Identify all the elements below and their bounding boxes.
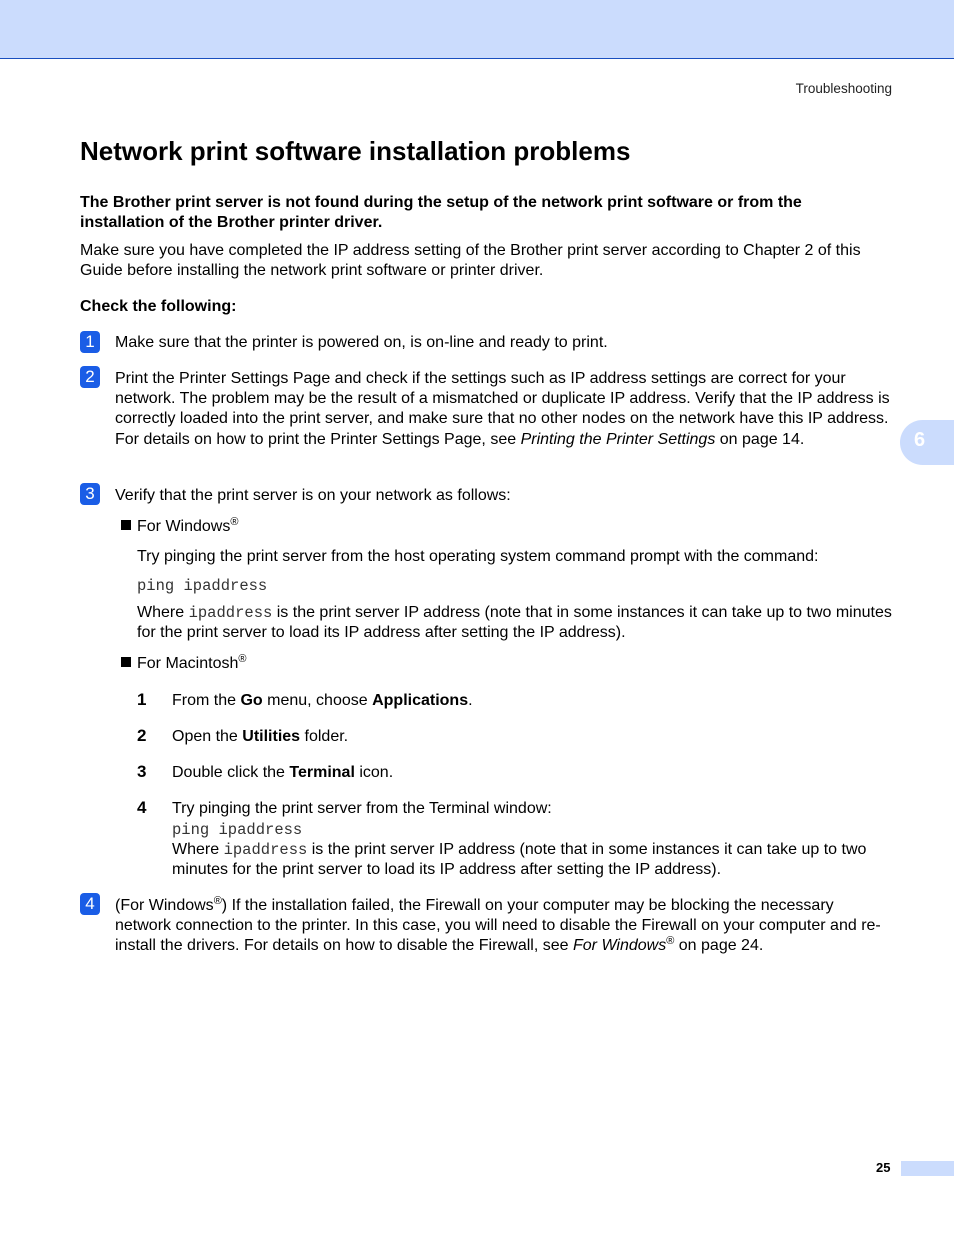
intro-paragraph: Make sure you have completed the IP address setting of the Brother print server according to Chapter 2 of this Guide before installing the network print software or printer driver. [80,242,861,280]
go-menu-name: Go [240,692,263,709]
text: (For Windows [115,897,214,914]
where-label: Where [137,604,189,621]
mac-label: For Macintosh [137,655,239,672]
text: From the [172,692,241,709]
where-tail: is the print server IP address (note that in some instances it can take up to two minutes for the print server to load its IP address after setting the IP address). [137,604,892,642]
mac-where [172,840,892,880]
text: Double click the [172,764,290,781]
registered-mark: ® [238,653,247,665]
where-label: Where [172,841,224,858]
page-title: Network print software installation problems [80,136,631,166]
where-tail: is the print server IP address (note that in some instances it can take up to two minutes for the print server to load its IP address after setting the IP address). [172,841,867,879]
page-number-bar [901,1161,954,1176]
terminal-name: Terminal [289,764,355,781]
printer-settings-link[interactable]: Printing the Printer Settings [520,430,716,448]
mac-step-2-number: 2 [137,726,147,745]
step-2-body: Print the Printer Settings Page and check if the settings such as IP address settings are correct for your network. The problem may be the result of a mismatched or duplicate IP address. Verify that the IP address is correctly loaded into the print server, and make sure that no other nodes on the network have this IP address. For details on how to print the Printer Settings Page, see [115,370,890,448]
text: Open the [172,728,243,745]
mac-step-4-number: 4 [137,798,147,817]
page-number: 25 [876,1160,891,1175]
step-2-text [115,369,892,450]
step-2-marker-icon: 2 [80,366,100,388]
square-bullet-icon [121,657,131,667]
step-2-tail: on page 14. [715,430,805,448]
text: . [468,692,473,709]
utilities-name: Utilities [242,728,301,745]
check-heading: Check the following: [80,298,237,315]
chapter-number: 6 [914,429,926,451]
step-3-marker-icon: 3 [80,483,100,505]
param-name: ipaddress [223,841,308,859]
mac-command: ping ipaddress [172,821,303,839]
step-1-text: Make sure that the printer is powered on, is on-line and ready to print. [115,334,608,351]
registered-mark: ® [213,895,222,907]
square-bullet-icon [121,520,131,530]
step-3-text: Verify that the print server is on your network as follows: [115,487,511,504]
text: icon. [354,764,394,781]
windows-bullet [121,517,238,537]
text: folder. [300,728,349,745]
mac-step-3-text [172,763,892,783]
problem-statement: The Brother print server is not found during the setup of the network print software or from the installation of the Brother printer driver. [80,194,802,232]
registered-mark: ® [230,516,239,528]
mac-step-1-text [172,691,892,711]
mac-bullet [121,654,246,674]
windows-label: For Windows [137,518,231,535]
text: menu, choose [262,692,373,709]
text: ) If the installation failed, the Firewall on your computer may be blocking the necessary network connection to the printer. In this case, you will need to disable the Firewall on your computer and re-install the drivers. For details on how to disable the Firewall, see [115,897,881,955]
registered-mark: ® [666,935,675,948]
for-windows-link[interactable]: For Windows [573,937,667,955]
running-head: Troubleshooting [795,81,892,96]
param-name: ipaddress [188,604,273,622]
text: on page 24. [674,937,764,955]
step-4-marker-icon: 4 [80,893,100,915]
windows-command: ping ipaddress [137,577,268,595]
mac-step-2-text [172,727,892,747]
chapter-tab [900,420,954,465]
windows-description: Try pinging the print server from the host operating system command prompt with the command: [137,548,819,565]
step-1-marker-icon: 1 [80,331,100,353]
mac-step-1-number: 1 [137,690,147,709]
header-band [0,0,954,59]
windows-where [137,603,892,643]
mac-step-4-text: Try pinging the print server from the Terminal window: [172,800,552,817]
mac-step-3-number: 3 [137,762,147,781]
applications-name: Applications [372,692,469,709]
step-4-text [115,896,892,957]
